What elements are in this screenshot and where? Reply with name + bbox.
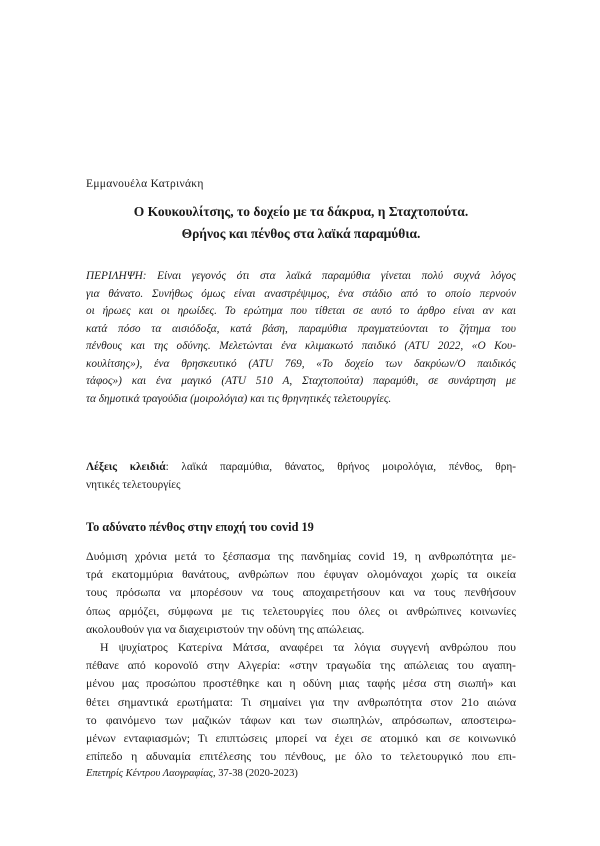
keywords-label: Λέξεις κλειδιά bbox=[86, 461, 166, 473]
abstract-line: πένθους και της οδύνης. Μελετώνται ένα κλιμακωτό παιδικό (ATU 2022, «Ο Κου- bbox=[86, 340, 516, 352]
abstract-line: τα δημοτικά τραγούδια (μοιρολόγια) και τις θρηνητικές τελετουργίες. bbox=[86, 392, 392, 405]
body-line: Η ψυχίατρος Κατερίνα Μάτσα, αναφέρει τα λόγια συγγενή ανθρώπου που bbox=[100, 640, 516, 655]
section-heading: Το αδύνατο πένθος στην εποχή του covid 19 bbox=[86, 520, 314, 534]
abstract-line: οι ήρωες και οι ηρωίδες. Το ερώτημα που τίθεται σε αυτό το άρθρο είναι αν και bbox=[86, 305, 516, 317]
body-line: τους πρόσωπα να μπορέσουν να τους αποχαιρετήσουν και να τους πενθήσουν bbox=[86, 585, 516, 600]
body-line: το φαινόμενο των μαζικών τάφων και των σιωπηλών, απρόσωπων, αποστειρω- bbox=[86, 712, 516, 727]
body-line: όπως αρμόζει, σύμφωνα με τις τελετουργίες που όλες οι ανθρώπινες κοινωνίες bbox=[86, 603, 516, 618]
body-line: μένων ενταφιασμών; Τι επιπτώσεις μπορεί να έχει σε ατομικό και σε κοινωνικό bbox=[86, 731, 516, 746]
abstract-line: κατά πόσο τα αισιόδοξα, κατά βάση, παραμύθια πραγματεύονται το ζήτημα του bbox=[86, 322, 516, 335]
body-line: μένου μας προσώπου προστέθηκε και η οδύνη μιας ταφής μέσα στη σιωπή» και bbox=[86, 676, 516, 691]
journal-details: , 37-38 (2020-2023) bbox=[213, 768, 298, 779]
keywords-line: νητικές τελετουργίες bbox=[86, 478, 181, 491]
body-line: τρά εκατομμύρια θανάτους, ανθρώπων που έφυγαν ολομόναχοι χωρίς τα οικεία bbox=[86, 567, 516, 582]
article-title bbox=[86, 201, 516, 245]
title-line: Θρήνος και πένθος στα λαϊκά παραμύθια. bbox=[181, 226, 421, 241]
body-line: πέθανε από κορονοϊό στην Αλγερία: «στην τραγωδία της απώλειας του αγαπη- bbox=[86, 658, 516, 673]
keywords-text: : λαϊκά παραμύθια, θάνατος, θρήνος μοιρολόγια, πένθος, θρη- bbox=[165, 461, 517, 473]
journal-title: Επετηρίς Κέντρου Λαογραφίας bbox=[86, 768, 214, 779]
body-line: θέτει σημαντικά ερωτήματα: Τι σημαίνει για την ανθρωπότητα στον 21ο αιώνα bbox=[86, 694, 516, 709]
body-line: επίπεδο η αδυναμία επιτέλεσης του πένθους, με όλο το τελετουργικό που επι- bbox=[86, 749, 516, 764]
body-text bbox=[86, 547, 516, 765]
title-line: Ο Κουκουλίτσης, το δοχείο με τα δάκρυα, η Σταχτοπούτα. bbox=[133, 204, 469, 219]
body-line: Δυόμιση χρόνια μετά το ξέσπασμα της πανδημίας covid 19, η ανθρωπότητα με- bbox=[86, 549, 516, 563]
author-name: Εμμανουέλα Κατρινάκη bbox=[86, 178, 204, 190]
abstract-line: τάφος») και ένα μαγικό (ATU 510 A, Σταχτοπούτα) παραμύθι, σε συνάρτηση με bbox=[86, 375, 516, 387]
body-line: ακολουθούν για να διαχειριστούν την οδύνη της απώλειας. bbox=[86, 621, 365, 636]
keywords-line bbox=[86, 459, 516, 477]
abstract-line: για θάνατο. Συνήθως όμως είναι αναστρέψιμος, ένα στάδιο από το οποίο περνούν bbox=[86, 287, 516, 300]
abstract-line: ΠΕΡΙΛΗΨΗ: Είναι γεγονός ότι στα λαϊκά παραμύθια γίνεται πολύ συχνά λόγος bbox=[86, 270, 516, 282]
abstract bbox=[86, 268, 516, 408]
keywords bbox=[86, 459, 516, 494]
abstract-line: κουλίτσης»), ένα θρησκευτικό (ATU 769, «Το δοχείο των δακρύων/Ο παιδικός bbox=[86, 357, 516, 370]
page-footer bbox=[86, 768, 298, 779]
